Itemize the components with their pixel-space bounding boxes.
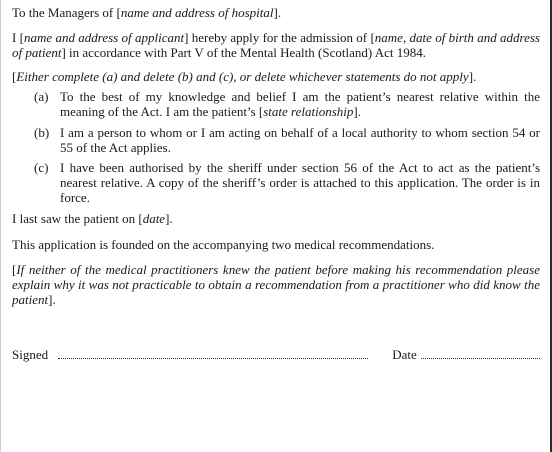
applicant-placeholder: name and address of applicant	[23, 29, 185, 45]
option-a	[12, 90, 540, 120]
form-body	[12, 6, 540, 308]
relationship-placeholder: state relationship	[263, 103, 354, 119]
option-c	[12, 161, 540, 205]
option-text: To the best of my knowledge and belief I am the patient’s nearest relative within the meaning of the Act. I am the patient’s [state relationship].	[60, 89, 540, 119]
option-text: I have been authorised by the sheriff under section 56 of the Act to act as the patient’s nearest relative. A copy of the sheriff’s order is attached to this application. The order is in force.	[60, 160, 540, 205]
application-statement: I [name and address of applicant] hereby apply for the admission of [name, date of birth and address of patient] in accordance with Part V of the Mental Health (Scotland) Act 1984.	[12, 29, 540, 60]
signature-field[interactable]	[58, 348, 368, 359]
recommendations-line: This application is founded on the accompanying two medical recommendations.	[12, 236, 435, 252]
signature-row	[12, 348, 540, 363]
patient-placeholder: name, date of birth and address of patient	[12, 29, 540, 60]
date-field[interactable]	[421, 348, 540, 359]
hospital-placeholder: name and address of hospital	[120, 5, 274, 20]
addressee-line: To the Managers of [name and address of hospital].	[12, 5, 282, 20]
practitioner-note: [If neither of the medical practitioners knew the patient before making his recommendation please explain why it was not practicable to obtain a recommendation from a practitioner who did know the patient].	[12, 262, 540, 307]
signed-label: Signed	[12, 347, 49, 362]
option-b	[12, 126, 540, 156]
option-label: (b)	[34, 124, 50, 140]
option-label: (a)	[34, 89, 49, 105]
date-placeholder: date	[142, 210, 166, 226]
date-label: Date	[392, 347, 417, 362]
option-label: (c)	[34, 160, 49, 176]
option-text: I am a person to whom or I am acting on behalf of a local authority to whom section 54 or 55 of the Act applies.	[60, 124, 540, 155]
instruction-line: [Either complete (a) and delete (b) and (c), or delete whichever statements do not apply].	[12, 69, 477, 85]
last-seen-line: I last saw the patient on [date].	[12, 210, 173, 226]
page-left-edge	[0, 0, 1, 452]
